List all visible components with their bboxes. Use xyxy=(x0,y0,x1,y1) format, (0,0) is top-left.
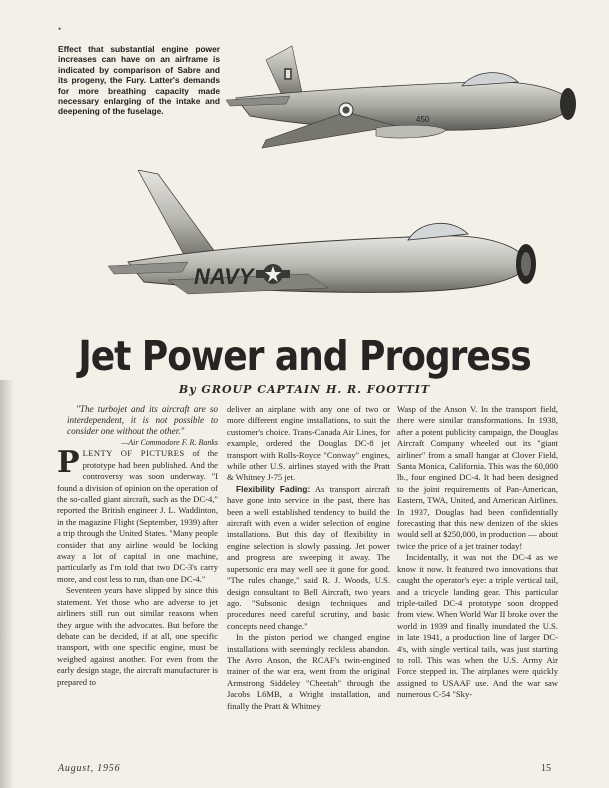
lead-in-caps: LENTY OF PICTURES xyxy=(82,448,185,459)
paragraph: Seventeen years have slipped by since this statement. Yet those who are adverse to jet airliners still run out similar reasons when they argue with the advocates. But before the debate can be decided, if at all, one specific transport, with one specific engine, must be weighed against another. For even from the early design stage, the aircraft manufacturer is prepared to xyxy=(57,585,218,687)
paragraph-text: of the prototype had been published. And the controversy was soon underway. "I found a division of opinion on the operation of the so-called giant aircraft, such as the DC-4," reported the British engineer J. L. Waddinton, in the magazine Flight (September, 1939) after a trip through the United States. "Many people consider that any airline would be locking away a lot of capital in one machine, particularly as I'm told that two DC-3's carry more, and cost less to run, than one DC-4." xyxy=(57,448,218,584)
paragraph-with-runin xyxy=(227,484,390,632)
paragraph: Incidentally, it was not the DC-4 as we know it now. It featured two innovations that caught the operator's eye: a triple vertical tail, and a tricycle landing gear. This particular triple-tailed DC-4 prototype soon dropped from view. When World War II broke over the world in 1939 and finally inundated the U.S. in late 1941, a production line of larger DC-4's, with single vertical tails, was just starting to roll. This was when the U.S. Army Air Force stepped in. The airplanes were quickly assigned to USAAF use. And the war saw numerous C-54 "Sky- xyxy=(397,552,558,700)
article-byline: By GROUP CAPTAIN H. R. FOOTTIT xyxy=(178,383,431,396)
fury-navy-marking: NAVY xyxy=(194,264,254,289)
paragraph-text: As transport aircraft have gone into service in the past, there has been a well established tendency to build the aircraft with even a wider selection of engine installations. But this day of flexibility in engine selection is slowly passing. Jet power and progress are sweeping it away. The supersonic era may well see it gone for good. "The rules change," said R. J. Woods, U.S. design consultant to Bell Aircraft, two years ago. "Subsonic design techniques and procedures need careful scrutiny, and basic concepts need change." xyxy=(227,483,391,631)
article-headline: Jet Power and Progress xyxy=(78,332,531,380)
epigraph-quote: "The turbojet and its aircraft are so interdependent, it is not possible to consider one without the other." xyxy=(67,404,218,436)
photo-caption: Effect that substantial engine power increases can have on an airframe is indicated by comparison of Sabre and its progeny, the Fury. Latter's demands for more breathing capacity made necessary enlarging of the intake and deepening of the fuselage. xyxy=(58,44,220,117)
article-lead-paragraph xyxy=(57,445,218,585)
drop-cap: P xyxy=(57,445,80,481)
paragraph: In the piston period we changed engine installations with seemingly reckless abandon. The Avro Anson, the RCAF's twin-engined trainer of the war era, went from the original Armstrong Siddeley "Cheetah" through the Jacobs L6MB, a Wright installation, and finally the Pratt & Whitney xyxy=(227,632,390,711)
fury-photo xyxy=(108,170,538,308)
margin-mark: • xyxy=(58,24,62,34)
paragraph: Wasp of the Anson V. In the transport field, there were similar transformations. In 1938, after a potent publicity campaign, the Douglas Aircraft Company wheeled out its "giant airliner" from a small hangar at Clover Field, Santa Monica, California. This was the 60,000 lb., four engined DC-4. It had been designed to the joint requirements of Pan-American, Eastern, TWA, United, and American Airlines. In 1937, Douglas had been confidentially forecasting that this new denizen of the skies would sell at $250,000, in production — about twice the price of a jet trainer today! xyxy=(397,404,558,551)
issue-date: August, 1956 xyxy=(58,763,121,774)
page-number: 15 xyxy=(541,763,551,774)
paragraph: deliver an airplane with any one of two or more different engine installations, to suit the customer's choice. Trans-Canada Air Lines, for example, ordered the Douglas DC-8 jet transport with Rolls-Royce "Conway" engines, while other U.S. airlines stayed with the Pratt & Whitney J-75 jet. xyxy=(227,404,390,483)
article-column-1 xyxy=(57,404,218,688)
epigraph-attribution: —Air Commodore F. R. Banks xyxy=(121,438,218,447)
article-column-2 xyxy=(227,404,390,712)
sabre-photo xyxy=(226,40,578,168)
article-column-3 xyxy=(397,404,558,701)
subhead-runin: Flexibility Fading: xyxy=(236,483,311,494)
sabre-serial: 450 xyxy=(416,115,430,124)
page-edge-shadow xyxy=(0,380,14,788)
